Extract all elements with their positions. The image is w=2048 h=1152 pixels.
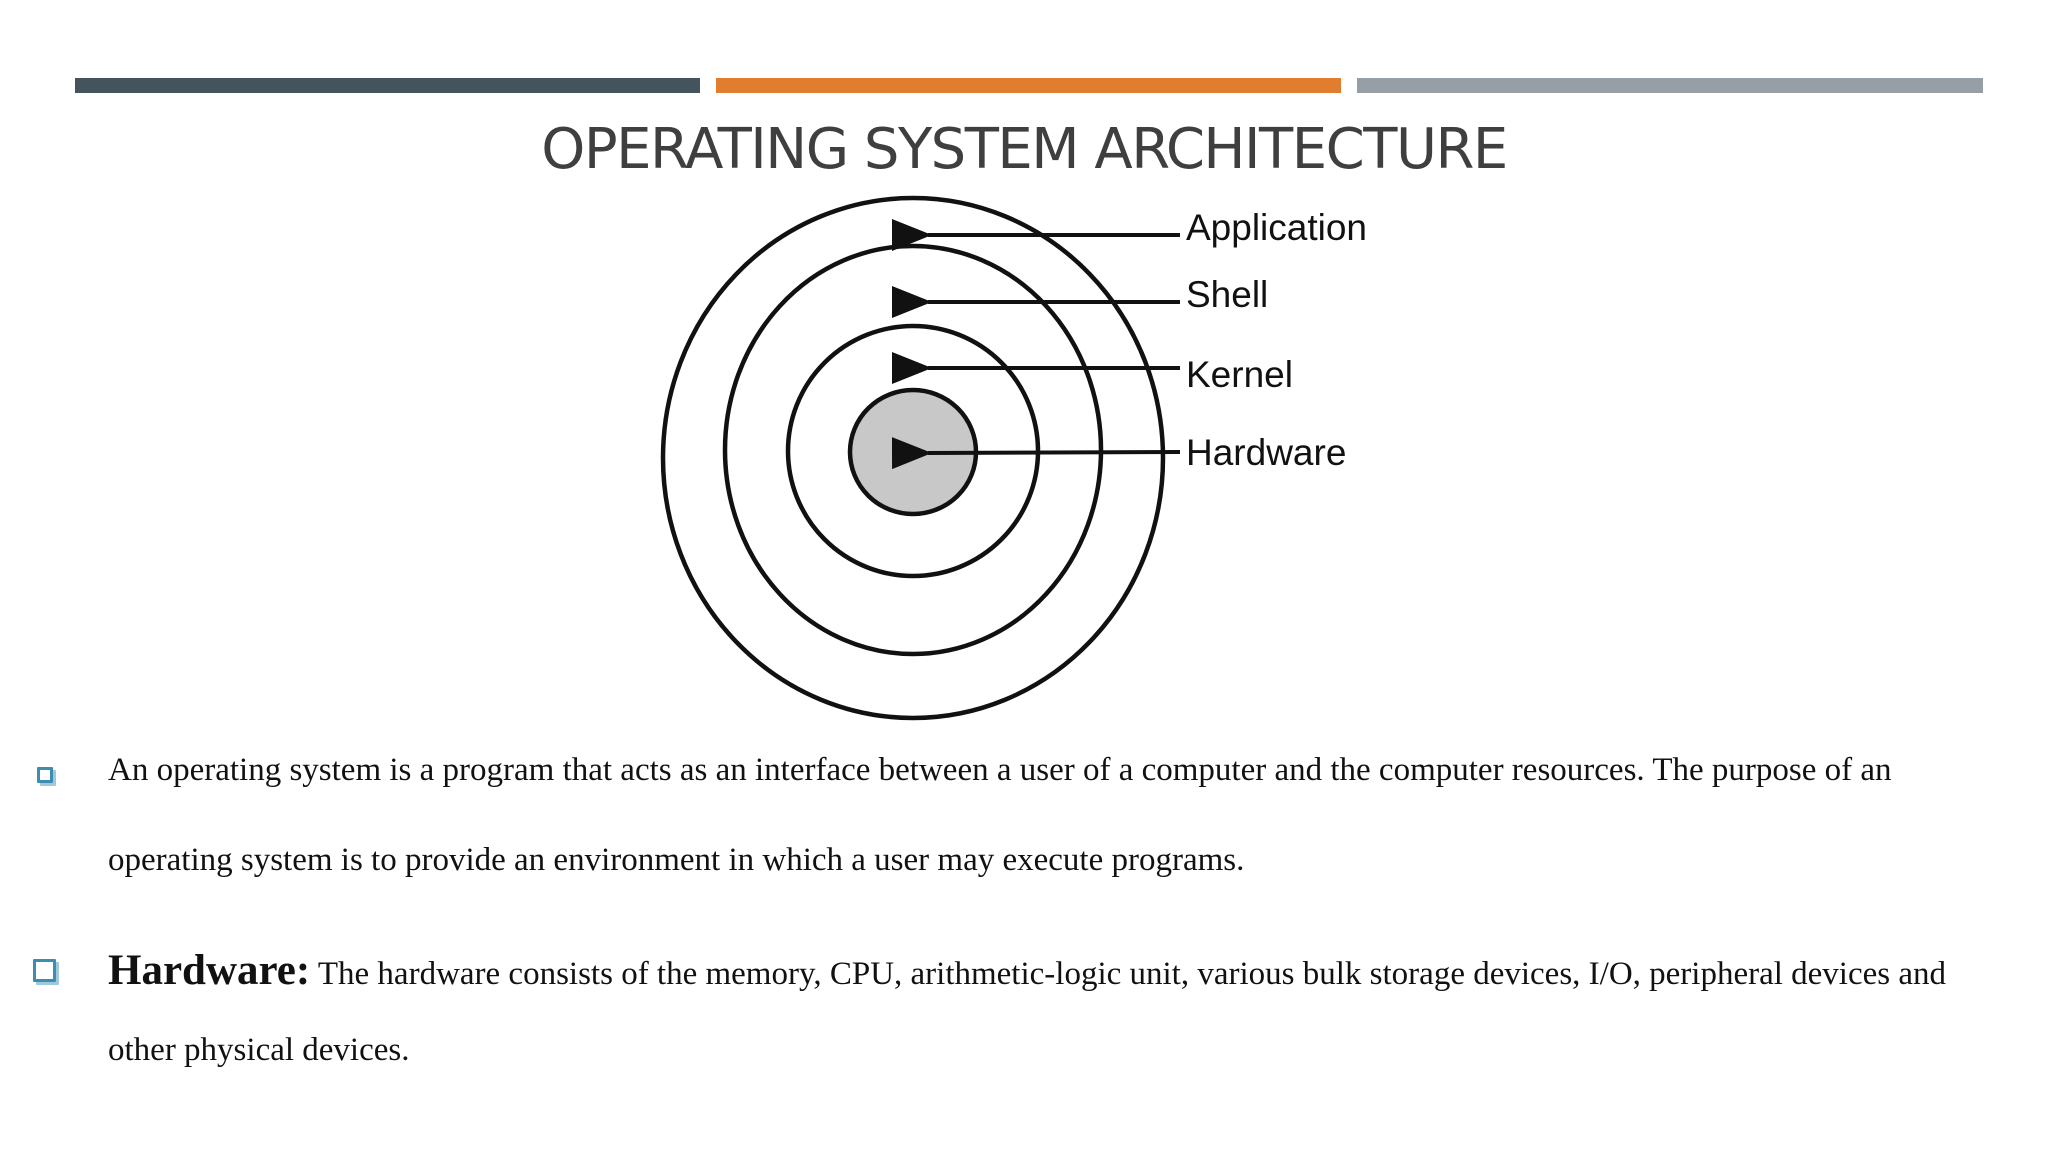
label-shell: Shell xyxy=(1186,274,1269,315)
bullet-1-line-2: operating system is to provide an environment in which a user may execute programs. xyxy=(108,842,1245,878)
hardware-term: Hardware: xyxy=(108,947,311,994)
label-hardware: Hardware xyxy=(1186,432,1347,473)
hardware-arrow xyxy=(928,452,1180,453)
label-kernel: Kernel xyxy=(1186,354,1293,395)
label-application: Application xyxy=(1186,207,1368,248)
hardware-definition: The hardware consists of the memory, CPU, arithmetic-logic unit, various bulk storage devices, I/O, peripheral devices and xyxy=(310,956,1947,992)
bullet-checkbox-icon xyxy=(37,767,53,783)
bullet-2-line-2: other physical devices. xyxy=(108,1032,410,1068)
bullet-checkbox-icon xyxy=(33,959,56,982)
bullet-1-line-1: An operating system is a program that acts as an interface between a user of a computer and the computer resources. The purpose of an xyxy=(108,752,1892,788)
slide-title: OPERATING SYSTEM ARCHITECTURE xyxy=(541,117,1507,182)
bullet-2-line-1 xyxy=(108,946,2028,995)
